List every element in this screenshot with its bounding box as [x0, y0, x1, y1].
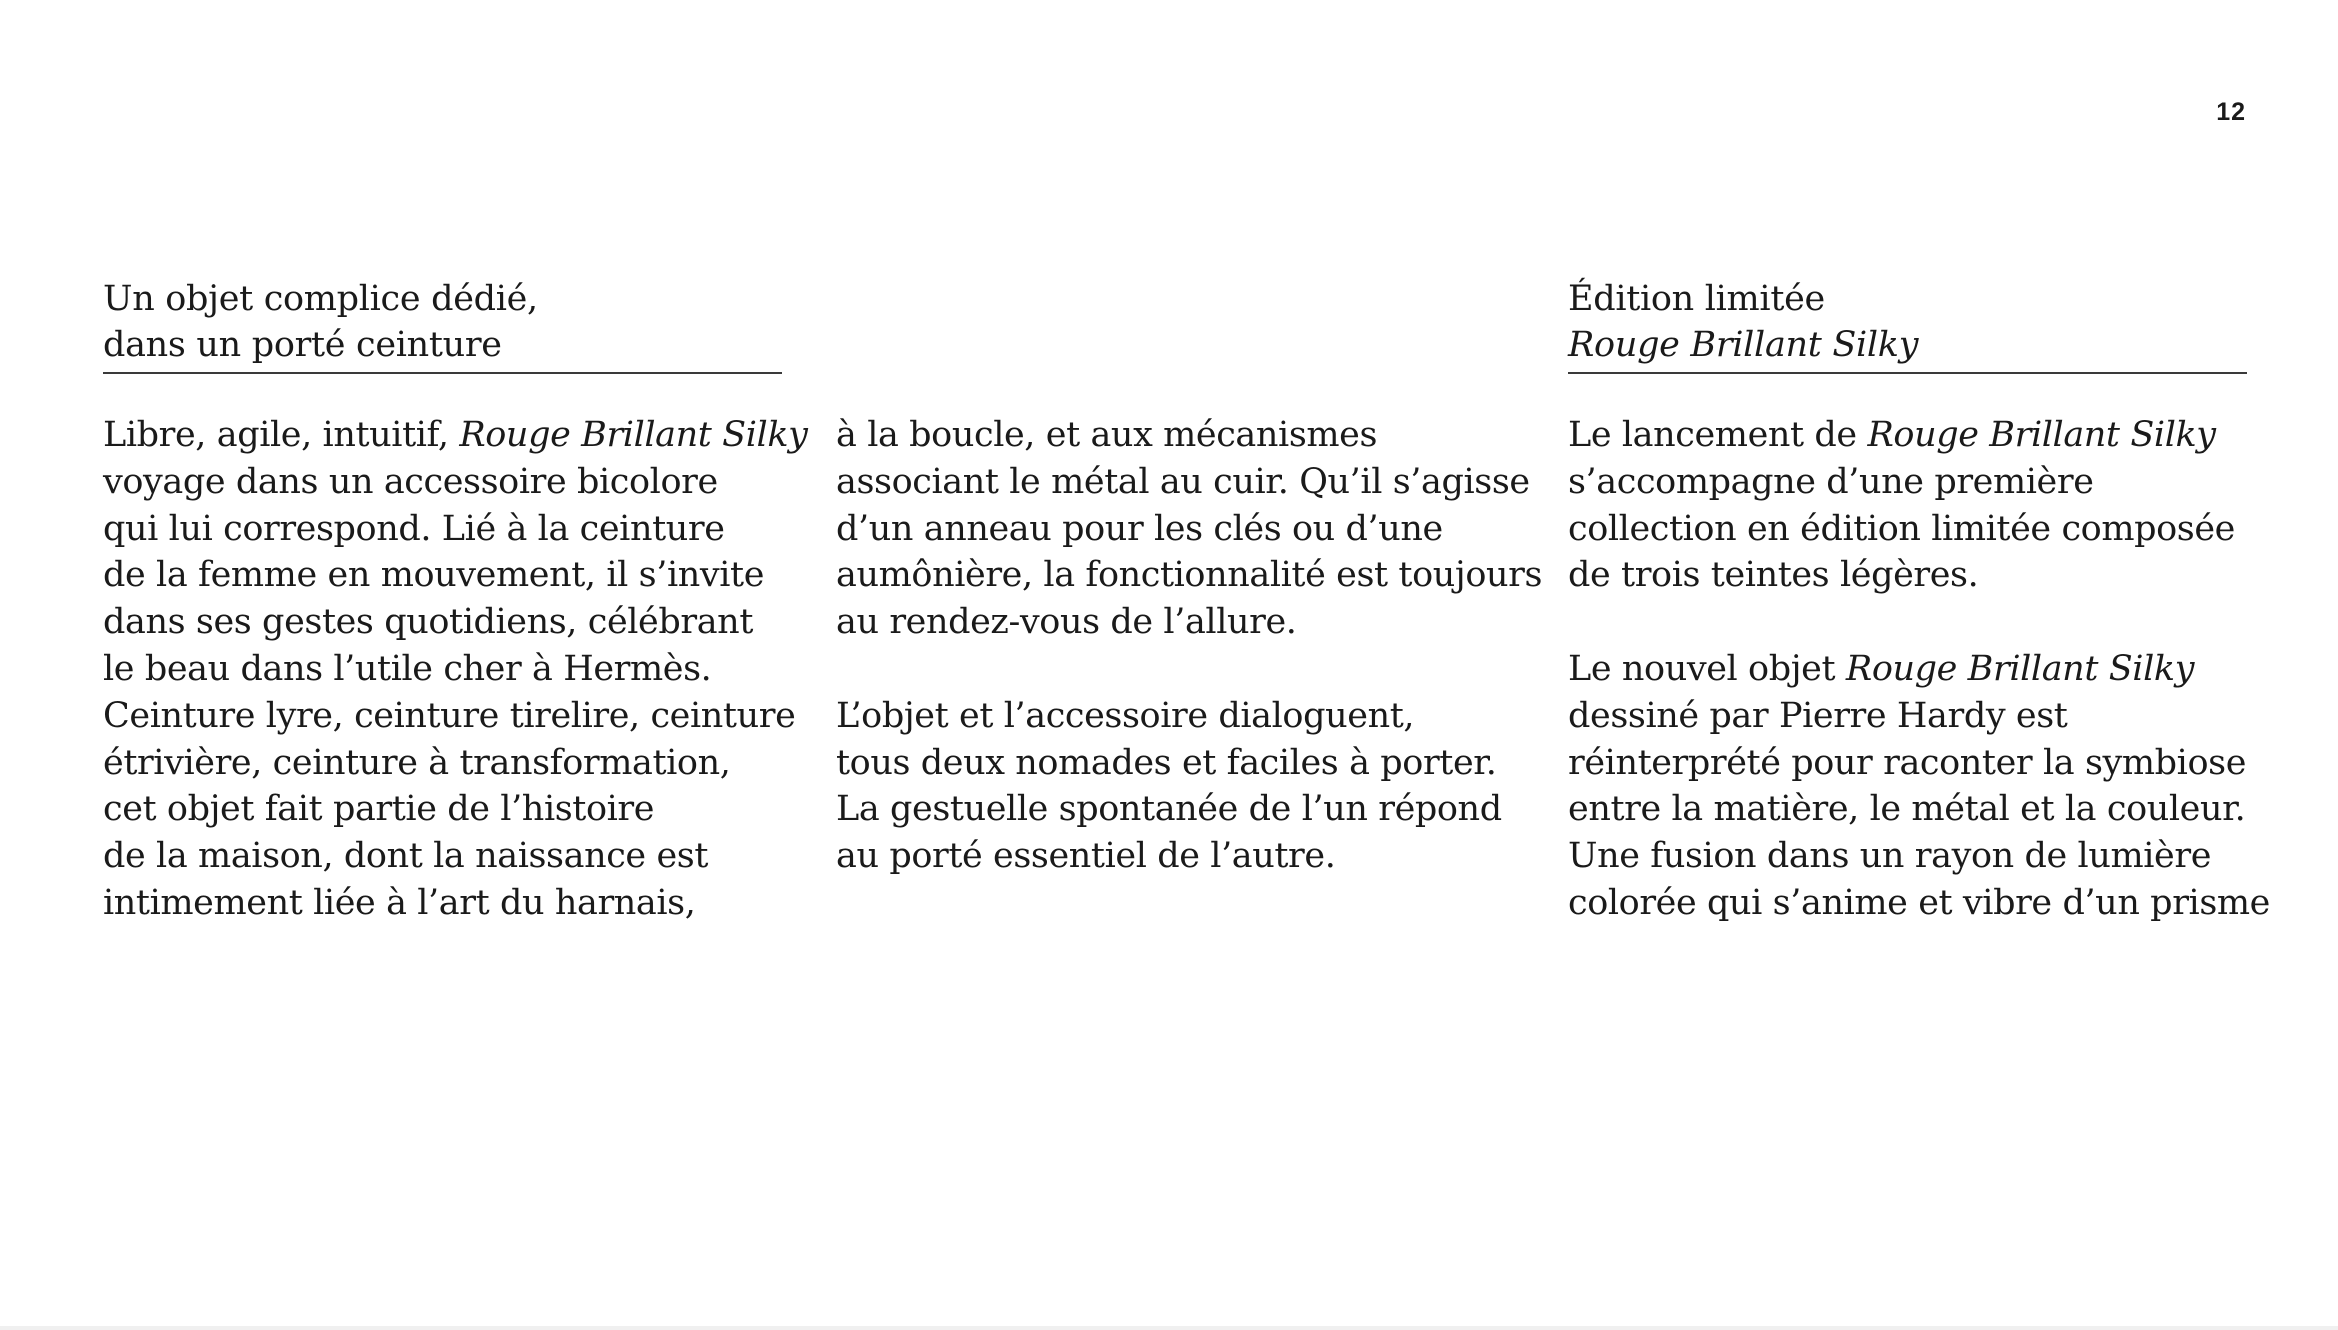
text-line: dans ses gestes quotidiens, célébrant [103, 602, 753, 643]
text-line: s’accompagne d’une première [1568, 461, 2094, 502]
page-bottom-edge [0, 1326, 2338, 1330]
heading-line: Un objet complice dédié, [103, 279, 538, 320]
text-run: Le nouvel objet [1568, 648, 1846, 689]
text-line: étrivière, ceinture à transformation, [103, 742, 731, 783]
text-line: d’un anneau pour les clés ou d’une [836, 508, 1443, 549]
text-line: dessiné par Pierre Hardy est [1568, 695, 2068, 736]
italic-product-name: Rouge Brillant Silky [1845, 648, 2195, 689]
text-run: Le lancement de [1568, 415, 1868, 455]
paragraph [836, 693, 1542, 880]
text-line: La gestuelle spontanée de l’un répond [836, 789, 1502, 830]
text-line [103, 412, 808, 459]
text-line: tous deux nomades et faciles à porter. [836, 742, 1497, 783]
text-line: Une fusion dans un rayon de lumière [1568, 836, 2212, 877]
page-number: 12 [2216, 98, 2246, 126]
body-text [836, 412, 1542, 927]
body-text [1568, 412, 2270, 974]
text-line: entre la matière, le métal et la couleur. [1568, 789, 2246, 830]
text-run: Libre, agile, intuitif, [103, 415, 460, 455]
text-line: à la boucle, et aux mécanismes [836, 415, 1378, 455]
italic-product-name: Rouge Brillant Silky [459, 415, 808, 455]
text-line: intimement liée à l’art du harnais, [103, 882, 696, 923]
text-line: associant le métal au cuir. Qu’il s’agisse [836, 461, 1530, 502]
text-line: de trois teintes légères. [1568, 555, 1979, 596]
text-line: Ceinture lyre, ceinture tirelire, ceinture [103, 695, 796, 736]
section-heading-edition-limitee [1568, 276, 2248, 368]
text-line: voyage dans un accessoire bicolore [103, 461, 718, 502]
text-line [1568, 646, 2270, 693]
text-line: L’objet et l’accessoire dialoguent, [836, 695, 1415, 736]
text-line: de la maison, dont la naissance est [103, 836, 709, 877]
text-line: colorée qui s’anime et vibre d’un prisme [1568, 882, 2270, 923]
heading-divider [1568, 372, 2247, 374]
heading-divider [103, 372, 782, 374]
heading-line: Édition limitée [1568, 279, 1825, 320]
section-heading-objet-complice [103, 276, 783, 368]
paragraph [836, 412, 1542, 646]
text-line [1568, 412, 2270, 459]
text-line: réinterprété pour raconter la symbiose [1568, 742, 2247, 783]
body-text [103, 412, 808, 974]
paragraph [1568, 412, 2270, 599]
italic-product-name: Rouge Brillant Silky [1867, 415, 2216, 455]
text-line: le beau dans l’utile cher à Hermès. [103, 648, 712, 689]
heading-line: dans un porté ceinture [103, 325, 502, 366]
text-line: de la femme en mouvement, il s’invite [103, 555, 765, 596]
text-line: aumônière, la fonctionnalité est toujours [836, 555, 1543, 596]
text-line: au rendez-vous de l’allure. [836, 602, 1297, 643]
text-line: cet objet fait partie de l’histoire [103, 789, 655, 830]
text-line: collection en édition limitée composée [1568, 508, 2235, 549]
paragraph [1568, 646, 2270, 927]
text-line: au porté essentiel de l’autre. [836, 836, 1336, 877]
text-line: qui lui correspond. Lié à la ceinture [103, 508, 725, 549]
heading-product-name: Rouge Brillant Silky [1568, 325, 1919, 366]
paragraph [103, 412, 808, 927]
